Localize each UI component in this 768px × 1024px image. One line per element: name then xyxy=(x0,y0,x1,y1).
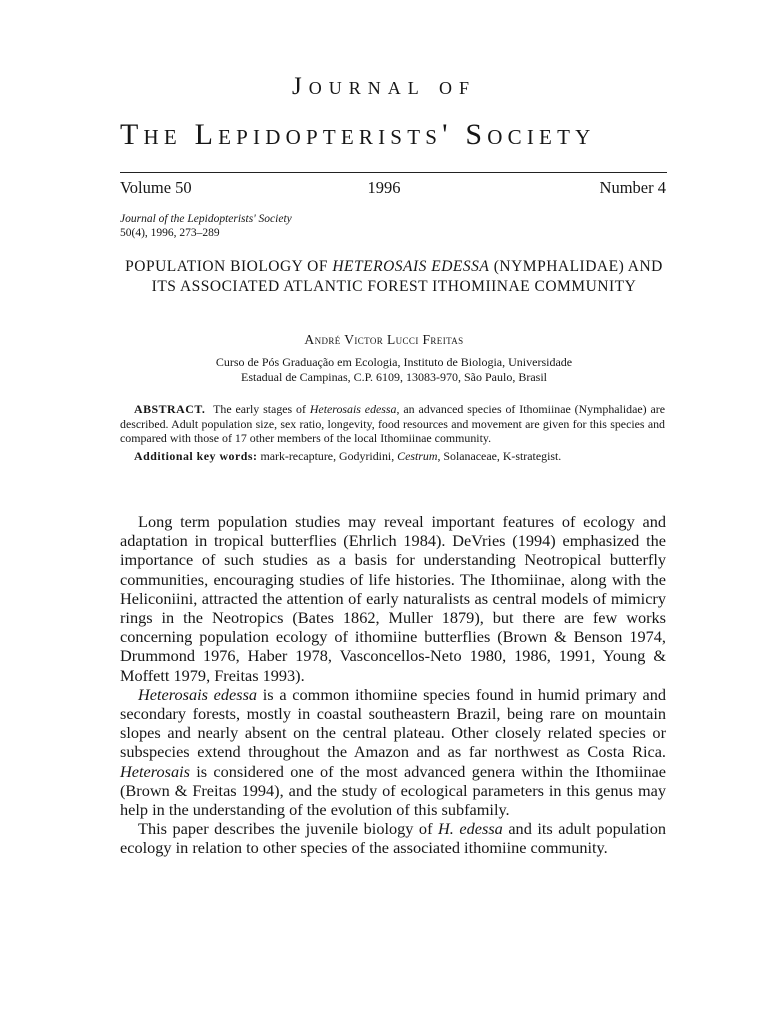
citation-journal: Journal of the Lepidopterists' Society xyxy=(120,213,292,225)
issue-year: 1996 xyxy=(367,178,401,197)
abstract-paragraph xyxy=(120,402,665,446)
keywords-label: Additional key words: xyxy=(134,448,258,463)
body-paragraph-2 xyxy=(120,685,666,819)
issue-number: Number 4 xyxy=(599,178,666,197)
title-part-1: POPULATION BIOLOGY OF xyxy=(125,258,333,275)
citation xyxy=(120,212,292,240)
keywords-text-a: mark-recapture, Godyridini, xyxy=(257,448,398,463)
abstract-label: ABSTRACT. xyxy=(134,402,206,416)
abstract-block xyxy=(120,402,665,463)
author-name: André Victor Lucci Freitas xyxy=(304,332,464,347)
article-title xyxy=(118,257,670,297)
citation-ref: 50(4), 1996, 273–289 xyxy=(120,227,220,239)
body-paragraph-3 xyxy=(120,819,666,857)
p2-genus: Heterosais xyxy=(120,761,190,781)
affiliation-line-1: Curso de Pós Graduação em Ecologia, Instituto de Biologia, Universidade xyxy=(215,355,573,369)
keywords-genus: Cestrum xyxy=(397,448,438,463)
keywords-text-b: , Solanaceae, K-strategist. xyxy=(437,448,562,463)
p3-text-a: This paper describes the juvenile biology of xyxy=(138,819,439,839)
masthead-rule xyxy=(120,172,667,173)
journal-masthead-line2: The Lepidopterists' Society xyxy=(120,120,596,150)
body-paragraph-1: Long term population studies may reveal important features of ecology and adaptation in tropical butterflies (Ehrlich 1984). DeVries (1994) emphasized the importance of such studies as a basis for understanding Neotropical butterfly communities, encouraging studies of life histories. The Ithomiinae, along with the Heliconiini, attracted the attention of early naturalists as central models of mimicry rings in the Neotropics (Bates 1862, Muller 1879), but there are few works concerning population ecology of ithomiine butterflies (Brown & Benson 1974, Drummond 1976, Haber 1978, Vasconcellos-Neto 1980, 1986, 1991, Young & Moffett 1979, Freitas 1993). xyxy=(120,512,666,685)
author-affiliation xyxy=(118,355,670,385)
p3-text-b: and its adult population ecology in relation to other species of the associated ithomiine community. xyxy=(120,819,666,858)
abstract-text-a: The early stages of xyxy=(213,402,310,416)
affiliation-line-2: Estadual de Campinas, C.P. 6109, 13083-970, São Paulo, Brasil xyxy=(241,370,547,384)
abstract-text-b: , an advanced species of Ithomiinae (Nymphalidae) are described. Adult population size, sex ratio, longevity, food resources and movement are given for this species and compared with those of 17 other members of the local Ithomiinae community. xyxy=(120,402,665,445)
article-body xyxy=(120,512,666,858)
p3-species: H. edessa xyxy=(438,819,503,839)
p2-text-b: is considered one of the most advanced genera within the Ithomiinae (Brown & Freitas 1994), and the study of ecological parameters in this genus may help in the understanding of the evolution of this subfamily. xyxy=(120,761,666,820)
p2-text-a: is a common ithomiine species found in humid primary and secondary forests, mostly in coastal southeastern Brazil, being rare on mountain slopes and nearly absent on the central plateau. Other closely related species or subspecies extend throughout the Amazon and as far northwest as Costa Rica. xyxy=(120,684,666,762)
abstract-species: Heterosais edessa xyxy=(309,402,397,416)
title-species: HETEROSAIS EDESSA xyxy=(332,258,490,275)
title-part-2: (NYMPHALIDAE) AND ITS ASSOCIATED ATLANTIC FOREST ITHOMIINAE COMMUNITY xyxy=(151,258,663,295)
p2-species: Heterosais edessa xyxy=(138,684,258,704)
issue-volume: Volume 50 xyxy=(120,178,192,197)
journal-masthead-line1: Journal of xyxy=(292,73,476,100)
keywords-paragraph xyxy=(120,449,665,464)
